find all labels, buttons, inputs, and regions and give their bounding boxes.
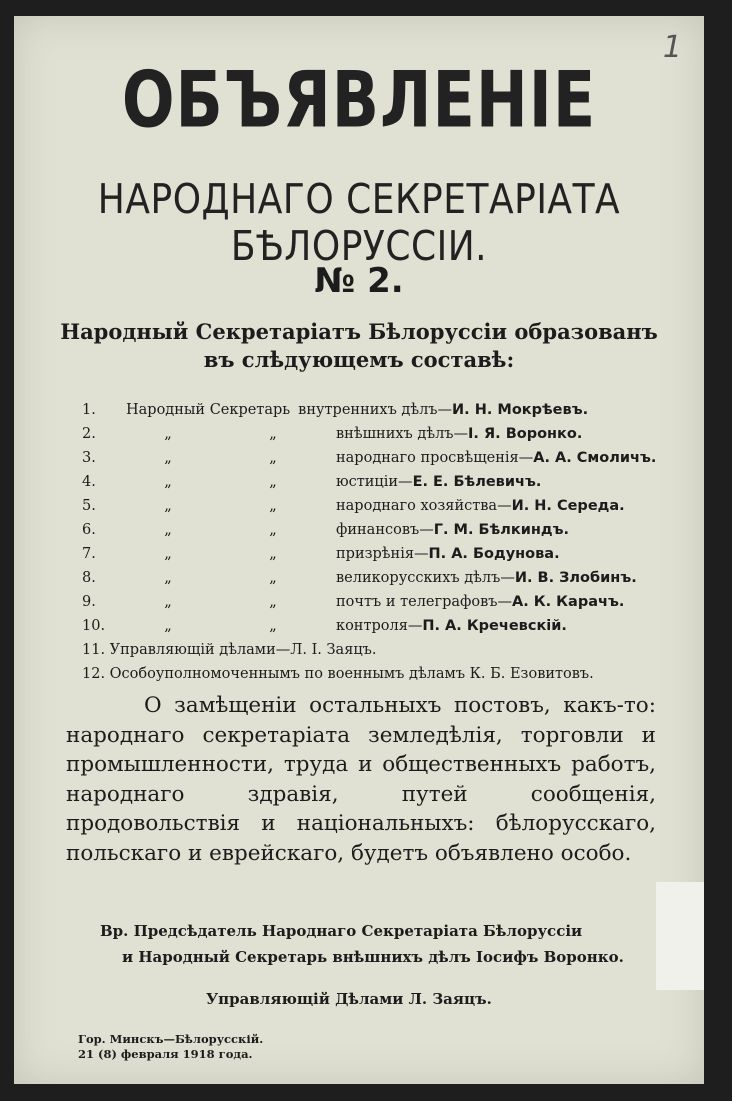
place-line: Гор. Минскъ—Бѣлорусскій. [78,1032,264,1046]
member-number: 4. [82,474,96,490]
member-department: юстиціи— [336,474,413,490]
member-role: „ [164,450,172,466]
member-department: народнаго просвѣщенія— [336,450,534,466]
main-paragraph-text: О замѣщеніи остальныхъ постовъ, какъ-то: народнаго секретаріата земледѣлія, торговли и промышленности, труда и общественныхъ работъ, народнаго здравія, путей сообщенія, продовольствія и національныхъ: бѣлорусскаго, польскаго и еврейскаго, будетъ объявлено особо. [66,693,656,866]
member-name: И. Н. Середа. [511,498,625,514]
member-number: 1. [82,402,96,418]
member-row [82,422,656,446]
intro-text [14,318,704,374]
manager-signature: Управляющій Дѣлами Л. Заяцъ. [206,990,492,1008]
member-role-ditto: „ [269,522,277,538]
member-department: внутреннихъ дѣлъ— [298,402,453,418]
member-role: „ [164,546,172,562]
member-role-ditto: „ [269,594,277,610]
member-role-ditto: „ [269,498,277,514]
member-row [82,470,656,494]
member-row [82,446,656,470]
member-number: 10. [82,618,106,634]
member-role-ditto: „ [269,570,277,586]
member-row [82,614,656,638]
member-row [82,494,656,518]
date-line: 21 (8) февраля 1918 года. [78,1047,253,1061]
member-role: „ [164,594,172,610]
intro-line-1: Народный Секретаріатъ Бѣлоруссіи образованъ [60,319,658,344]
member-role-ditto: „ [269,426,277,442]
member-role: „ [164,522,172,538]
archive-label-sticker [656,882,704,990]
member-role: „ [164,570,172,586]
member-row [82,542,656,566]
archive-number-mark: 1 [662,30,682,65]
member-number: 5. [82,498,96,514]
member-role-ditto: „ [269,546,277,562]
member-11: 11. Управляющій дѣлами—Л. І. Заяцъ. [82,642,377,658]
member-department: призрѣнія— [336,546,429,562]
member-name: Е. Е. Бѣлевичъ. [412,474,542,490]
document-sheet [14,16,704,1084]
member-department: народнаго хозяйства— [336,498,512,514]
document-number: № 2. [314,261,404,301]
document-subtitle: НАРОДНАГО СЕКРЕТАРІАТА БѢЛОРУССІИ. [97,176,621,271]
member-number: 7. [82,546,96,562]
member-role: „ [164,474,172,490]
main-paragraph [66,691,656,868]
member-row [82,590,656,614]
member-department: финансовъ— [336,522,434,538]
document-title: ОБЪЯВЛЕНІЕ [121,54,597,146]
member-name: А. А. Смоличъ. [533,450,657,466]
members-list [82,398,656,686]
member-name: И. В. Злобинъ. [514,570,637,586]
member-department: контроля— [336,618,423,634]
member-row [82,566,656,590]
member-name: И. Н. Мокрѣевъ. [452,402,589,418]
member-role-ditto: „ [269,474,277,490]
member-name: Г. М. Бѣлкиндъ. [433,522,569,538]
member-role-ditto: „ [269,450,277,466]
member-number: 9. [82,594,96,610]
member-role: Народный Секретарь [126,402,291,418]
member-role-ditto: „ [269,618,277,634]
member-department: внѣшнихъ дѣлъ— [336,426,469,442]
member-role: „ [164,426,172,442]
signature-line-1: Вр. Предсѣдатель Народнаго Секретаріата Бѣлоруссіи [100,922,583,940]
member-name: П. А. Кречевскій. [422,618,567,634]
place-and-date [78,1032,263,1062]
member-row [82,518,656,542]
member-name: П. А. Бодунова. [428,546,560,562]
member-number: 6. [82,522,96,538]
member-department: великорусскихъ дѣлъ— [336,570,515,586]
member-row [82,398,656,422]
member-number: 8. [82,570,96,586]
member-name: А. К. Карачъ. [512,594,625,610]
signature-line-2: и Народный Секретарь внѣшнихъ дѣлъ Іосифъ Воронко. [122,948,624,966]
member-department: почтъ и телеграфовъ— [336,594,512,610]
intro-line-2: въ слѣдующемъ составѣ: [203,347,515,372]
member-role: „ [164,618,172,634]
member-name: І. Я. Воронко. [468,426,583,442]
signature-block [100,918,624,970]
member-number: 2. [82,426,96,442]
member-role: „ [164,498,172,514]
member-12: 12. Особоуполномоченнымъ по военнымъ дѣламъ К. Б. Езовитовъ. [82,666,594,682]
member-number: 3. [82,450,96,466]
